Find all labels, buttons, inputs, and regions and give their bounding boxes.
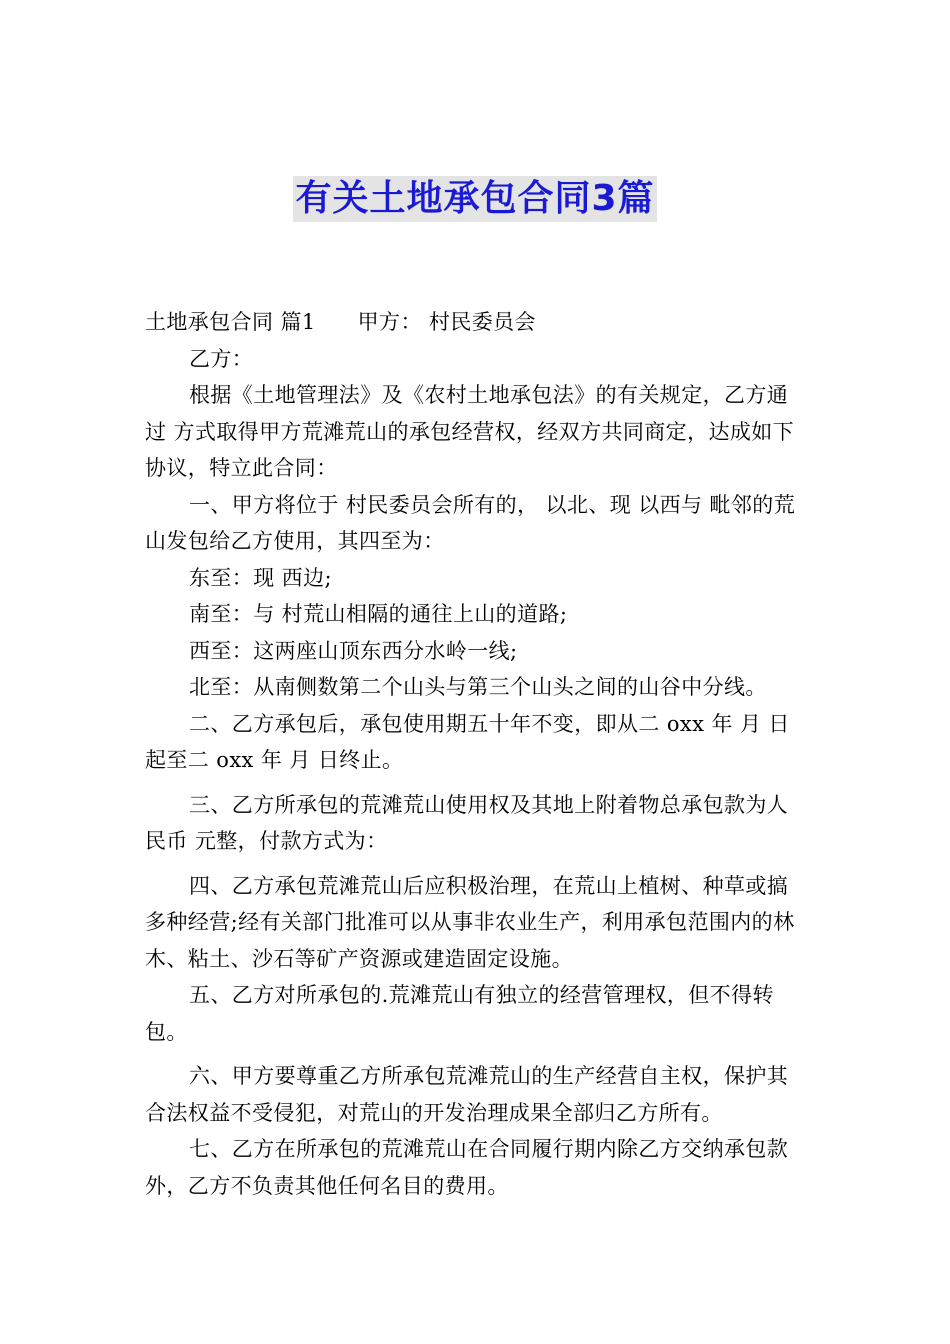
paragraph-clause-5: 五、乙方对所承包的.荒滩荒山有独立的经营管理权，但不得转包。 bbox=[145, 983, 774, 1044]
paragraph-preamble: 根据《土地管理法》及《农村土地承包法》的有关规定，乙方通过 方式取得甲方荒滩荒山的承包经营权，经双方共同商定，达成如下协议，特立此合同： bbox=[145, 383, 795, 480]
section-heading-line bbox=[145, 304, 807, 341]
paragraph-clause-6: 六、甲方要尊重乙方所承包荒滩荒山的生产经营自主权，保护其合法权益不受侵犯，对荒山的开发治理成果全部归乙方所有。 bbox=[145, 1064, 789, 1125]
paragraph-east-boundary: 东至：现 西边; bbox=[189, 565, 332, 590]
paragraph-clause-2: 二、乙方承包后，承包使用期五十年不变，即从二 oxx 年 月 日起至二 oxx 年 月 日终止。 bbox=[145, 711, 790, 772]
paragraph-clause-7: 七、乙方在所承包的荒滩荒山在合同履行期内除乙方交纳承包款外，乙方不负责其他任何名目的费用。 bbox=[145, 1137, 789, 1198]
paragraph-west-boundary: 西至：这两座山顶东西分水岭一线; bbox=[189, 638, 518, 663]
paragraph-south-boundary: 南至：与 村荒山相隔的通往上山的道路; bbox=[189, 602, 568, 626]
paragraph-north-boundary: 北至：从南侧数第二个山头与第三个山头之间的山谷中分线。 bbox=[189, 675, 767, 699]
paragraph-clause-1: 一、甲方将位于 村民委员会所有的， 以北、现 以西与 毗邻的荒山发包给乙方使用，其四至为： bbox=[145, 492, 796, 553]
section-heading: 土地承包合同 篇1 bbox=[145, 310, 316, 334]
party-a-label: 甲方： 村民委员会 bbox=[357, 310, 536, 334]
paragraph-party-b: 乙方： bbox=[189, 346, 254, 371]
document-body bbox=[145, 304, 807, 1204]
document-title: 有关土地承包合同3篇 bbox=[293, 176, 656, 222]
paragraph-clause-4: 四、乙方承包荒滩荒山后应积极治理，在荒山上植树、种草或搞多种经营;经有关部门批准可以从事非农业生产，利用承包范围内的林木、粘土、沙石等矿产资源或建造固定设施。 bbox=[145, 873, 795, 971]
title-container bbox=[0, 176, 950, 222]
paragraph-clause-3: 三、乙方所承包的荒滩荒山使用权及其地上附着物总承包款为人民币 元整，付款方式为： bbox=[145, 792, 789, 853]
